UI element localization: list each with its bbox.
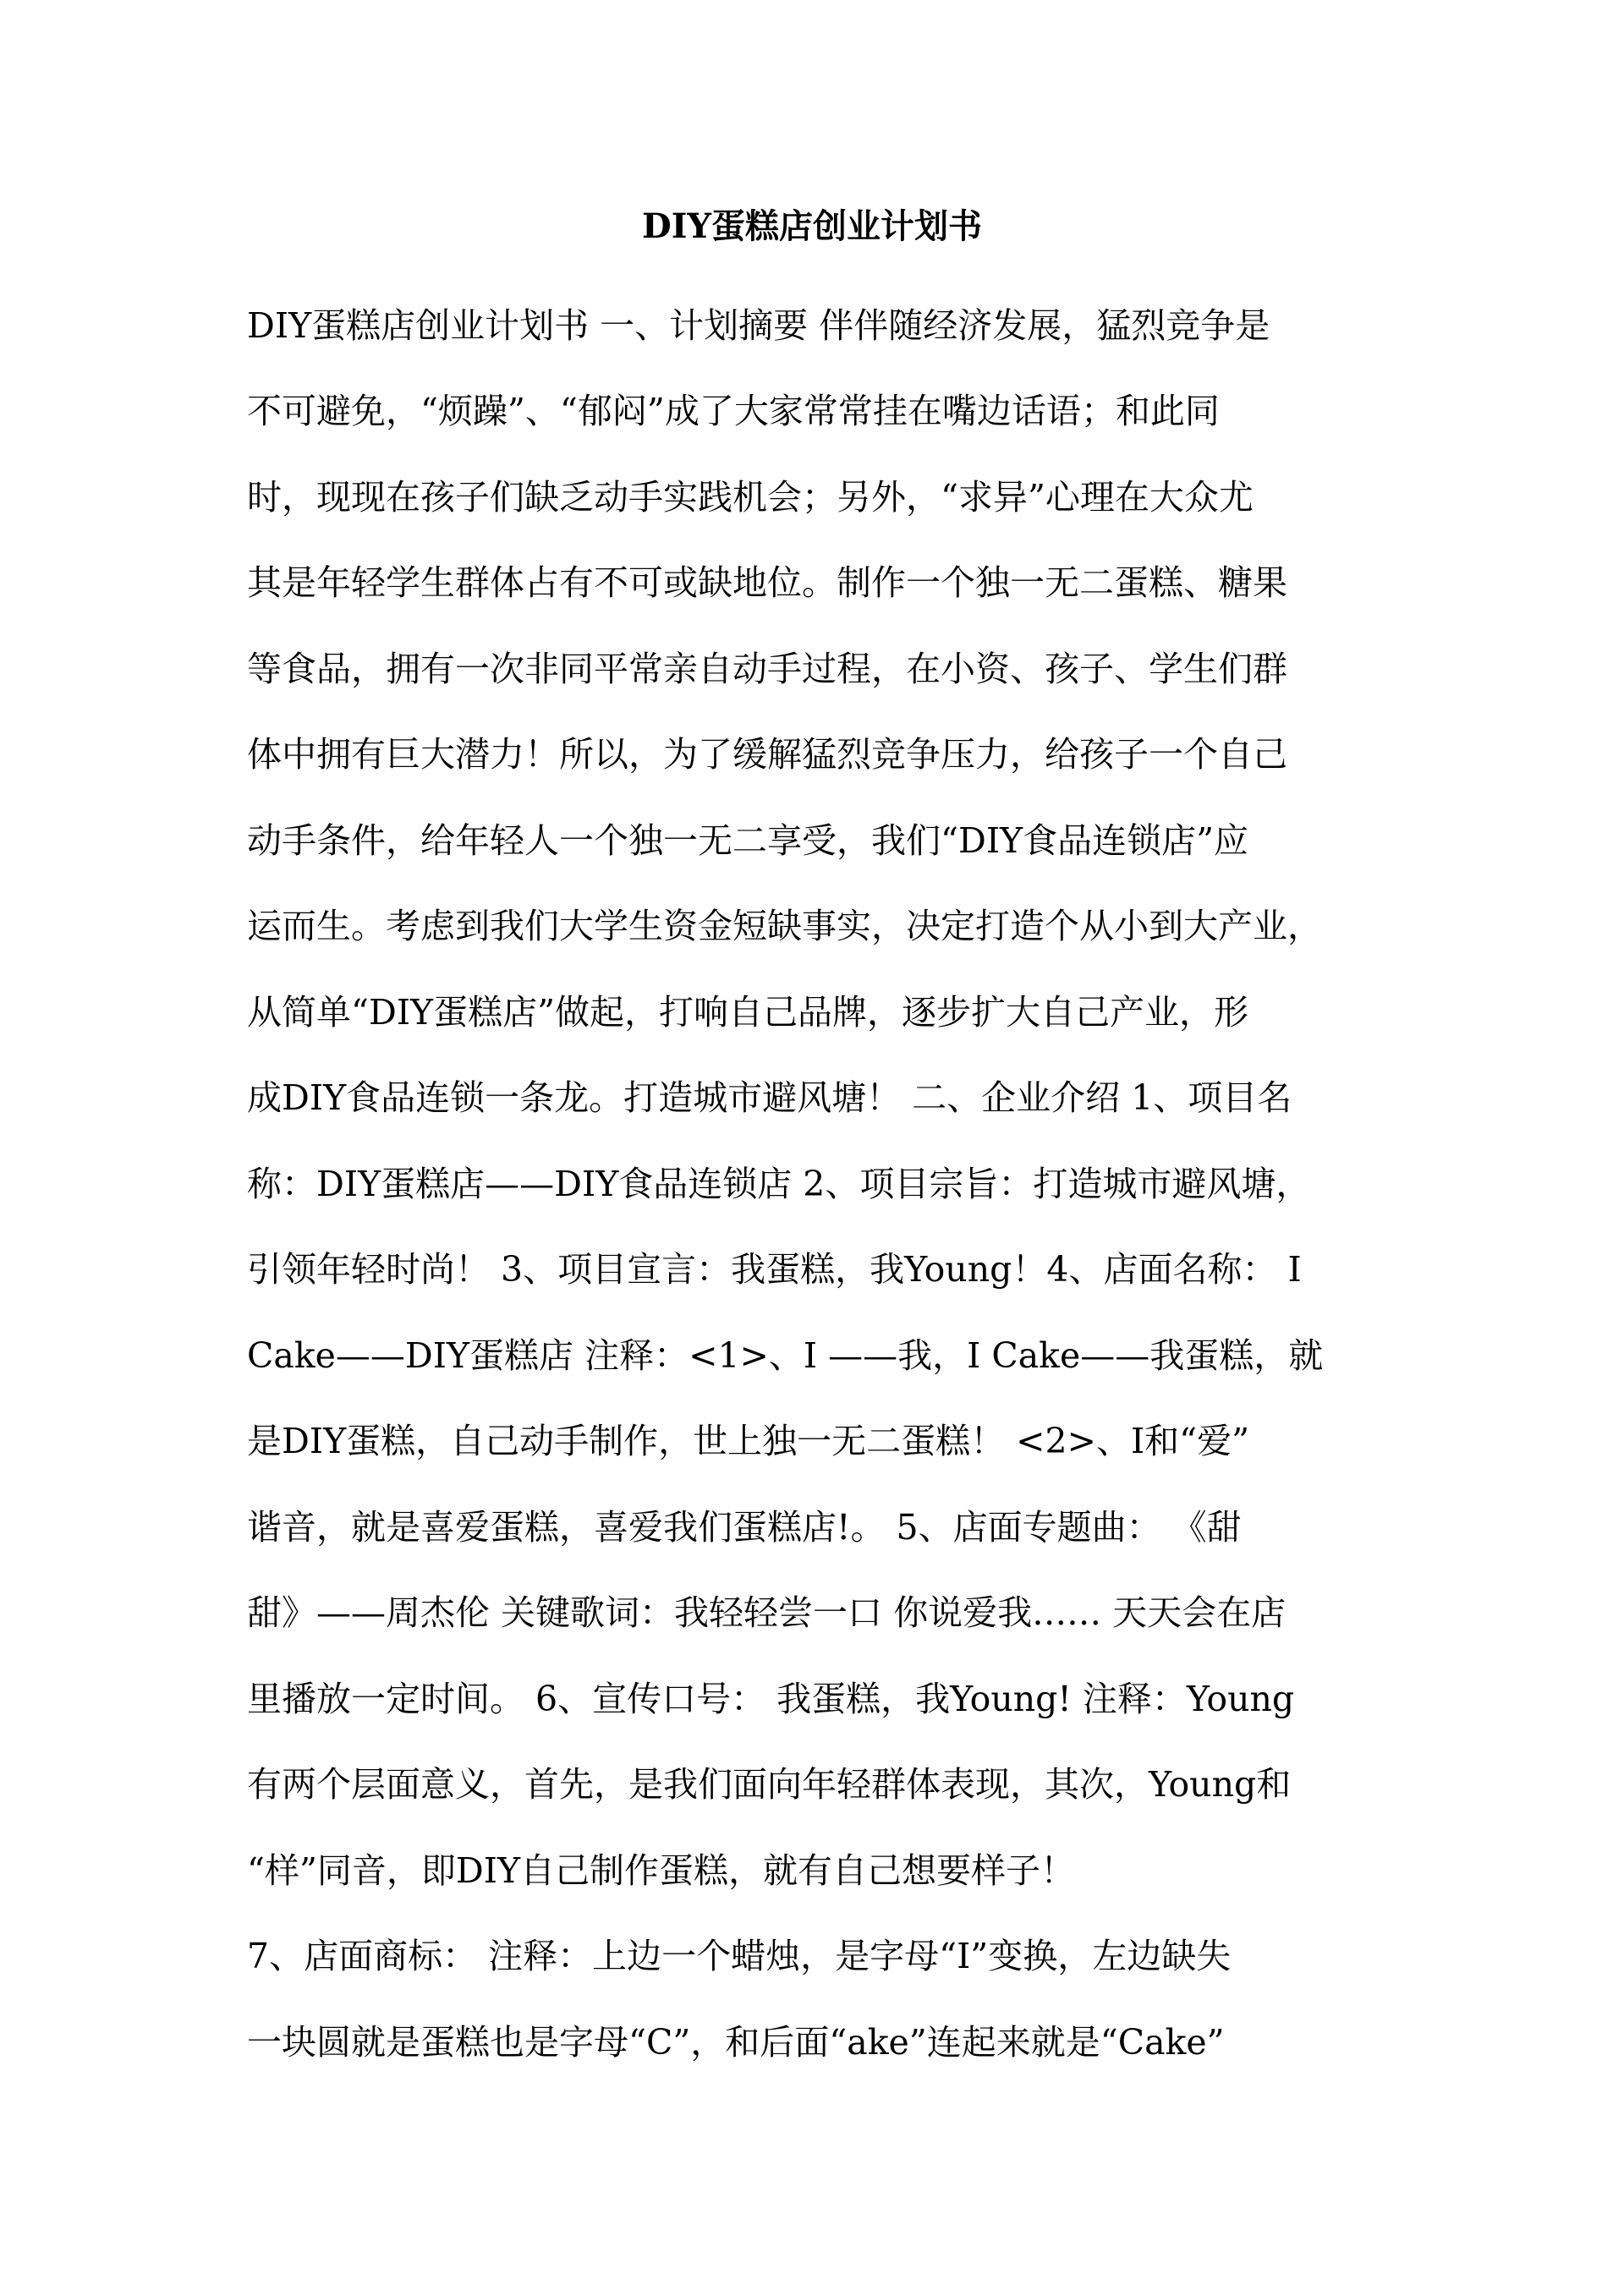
body-line-8: 运而生。考虑到我们大学生资金短缺事实，决定打造个从小到大产业， <box>247 906 1322 946</box>
body-line-21: 一块圆就是蛋糕也是字母“C”，和后面“ake”连起来就是“Cake” <box>247 2022 1225 2063</box>
document-title: DIY蛋糕店创业计划书 <box>642 206 982 246</box>
body-line-18: 有两个层面意义，首先，是我们面向年轻群体表现，其次，Young和 <box>247 1764 1292 1805</box>
body-line-16: 甜》——周杰伦 关键歌词：我轻轻尝一口 你说爱我…… 天天会在店 <box>247 1592 1287 1633</box>
body-line-17: 里播放一定时间。 6、宣传口号： 我蛋糕，我Young! 注释：Young <box>247 1679 1295 1719</box>
body-line-4: 其是年轻学生群体占有不可或缺地位。制作一个独一无二蛋糕、糖果 <box>247 562 1287 603</box>
body-line-15: 谐音，就是喜爱蛋糕，喜爱我们蛋糕店!。 5、店面专题曲： 《甜 <box>247 1507 1242 1548</box>
body-line-20: 7、店面商标： 注释：上边一个蜡烛，是字母“I”变换，左边缺失 <box>247 1936 1232 1976</box>
body-line-6: 体中拥有巨大潜力！所以，为了缓解猛烈竞争压力，给孩子一个自己 <box>247 734 1287 775</box>
body-line-9: 从简单“DIY蛋糕店”做起，打响自己品牌，逐步扩大自己产业，形 <box>247 992 1249 1033</box>
body-line-7: 动手条件，给年轻人一个独一无二享受，我们“DIY食品连锁店”应 <box>247 820 1249 861</box>
body-line-2: 不可避免，“烦躁”、“郁闷”成了大家常常挂在嘴边话语；和此同 <box>247 391 1220 431</box>
body-line-13: Cake——DIY蛋糕店 注释：<1>、I ——我，I Cake——我蛋糕，就 <box>247 1335 1324 1376</box>
body-line-3: 时，现现在孩子们缺乏动手实践机会；另外，“求异”心理在大众尤 <box>247 477 1254 518</box>
body-line-5: 等食品，拥有一次非同平常亲自动手过程，在小资、孩子、学生们群 <box>247 649 1287 689</box>
body-line-12: 引领年轻时尚！ 3、项目宣言：我蛋糕，我Young！4、店面名称： I <box>247 1249 1302 1290</box>
body-line-10: 成DIY食品连锁一条龙。打造城市避风塘！ 二、企业介绍 1、项目名 <box>247 1077 1292 1118</box>
body-line-19: “样”同音，即DIY自己制作蛋糕，就有自己想要样子！ <box>247 1850 1076 1891</box>
body-line-14: 是DIY蛋糕，自己动手制作，世上独一无二蛋糕！ <2>、I和“爱” <box>247 1421 1250 1461</box>
body-line-1: DIY蛋糕店创业计划书 一、计划摘要 伴伴随经济发展，猛烈竞争是 <box>247 305 1270 346</box>
body-line-11: 称：DIY蛋糕店——DIY食品连锁店 2、项目宗旨：打造城市避风塘， <box>247 1164 1311 1204</box>
